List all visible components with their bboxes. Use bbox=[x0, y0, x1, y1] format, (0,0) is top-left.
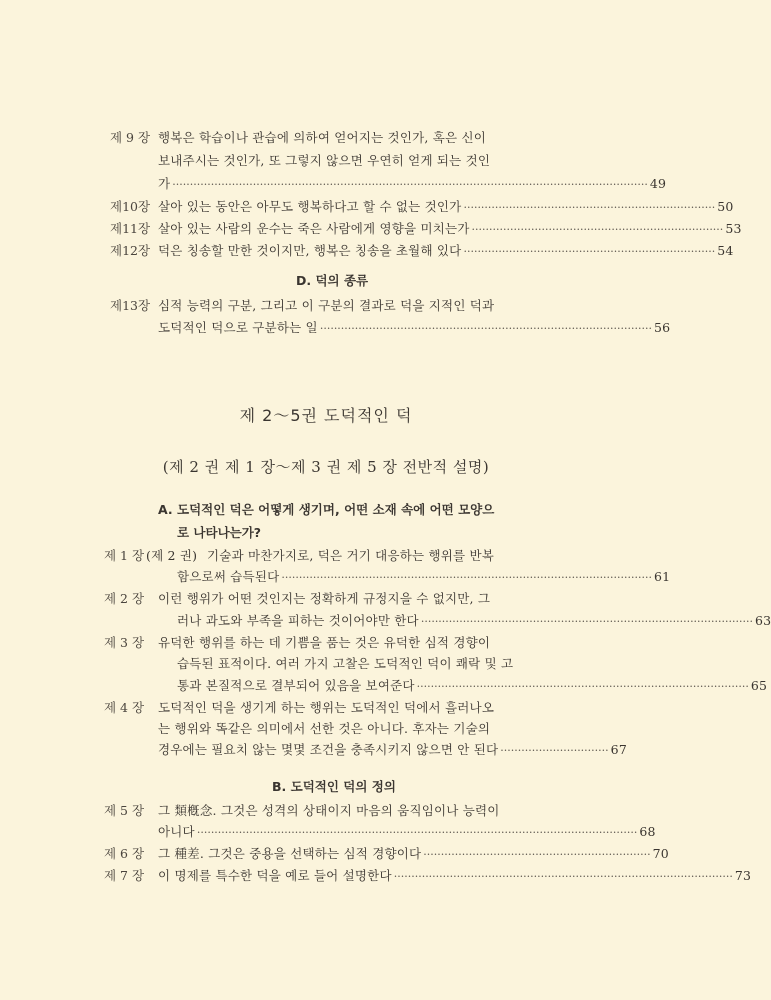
section-heading-continuation: 로 나타나는가? bbox=[177, 525, 262, 540]
chapter-title-line: 습득된 표적이다. 여러 가지 고찰은 도덕적인 덕이 쾌락 및 고 bbox=[177, 656, 514, 671]
chapter-title-line: 이런 행위가 어떤 것인지는 정확하게 규정지을 수 없지만, 그 bbox=[158, 591, 491, 606]
chapter-title-line: 살아 있는 사람의 운수는 죽은 사람에게 영향을 미치는가 bbox=[158, 221, 470, 236]
section-heading: A. 도덕적인 덕은 어떻게 생기며, 어떤 소재 속에 어떤 모양으 bbox=[158, 502, 495, 517]
chapter-title-line: 함으로써 습득된다 bbox=[177, 569, 280, 584]
leader-dots: ······························································································· bbox=[420, 615, 754, 628]
chapter-title-line: 보내주시는 것인가, 또 그렇지 않으면 우연히 얻게 되는 것인 bbox=[158, 153, 491, 168]
leader-dots: ······························································································································ bbox=[196, 826, 638, 839]
leader-dots: ································································································· bbox=[393, 870, 733, 883]
leader-dots: ········································································ bbox=[463, 245, 716, 258]
toc-entry-line bbox=[158, 318, 671, 336]
chapter-number: 제 6 장 bbox=[104, 846, 145, 861]
leader-dots: ······························· bbox=[500, 744, 609, 757]
page-number: 56 bbox=[654, 320, 671, 335]
chapter-title-line: 도덕적인 덕을 생기게 하는 행위는 도덕적인 덕에서 흘러나오 bbox=[158, 700, 495, 715]
chapter-title-line: 그 種差. 그것은 중용을 선택하는 심적 경향이다 bbox=[158, 846, 422, 861]
leader-dots: ································································· bbox=[423, 848, 651, 861]
chapter-number: 제12장 bbox=[110, 243, 151, 258]
page-number: 65 bbox=[750, 678, 768, 693]
chapter-title-line: 도덕적인 덕으로 구분하는 일 bbox=[158, 320, 318, 335]
chapter-number: 제10장 bbox=[110, 199, 151, 214]
page-number: 63 bbox=[755, 613, 771, 628]
chapter-number: 제 9 장 bbox=[110, 130, 151, 145]
leader-dots: ········································································ bbox=[471, 223, 724, 236]
page-number: 54 bbox=[717, 243, 734, 258]
toc-entry-line bbox=[177, 676, 768, 694]
section-heading: D. 덕의 종류 bbox=[296, 273, 369, 288]
chapter-title-line: 이 명제를 특수한 덕을 예로 들어 설명한다 bbox=[158, 868, 392, 883]
volume-subtitle: (제 2 권 제 1 장～제 3 권 제 5 장 전반적 설명) bbox=[162, 458, 490, 476]
toc-entry-line bbox=[158, 174, 667, 192]
page-number: 53 bbox=[725, 221, 742, 236]
chapter-title-line: 기술과 마찬가지로, 덕은 거기 대응하는 행위를 반복 bbox=[207, 548, 494, 563]
page-number: 50 bbox=[717, 199, 734, 214]
chapter-number: 제 3 장 bbox=[104, 635, 145, 650]
page-number: 68 bbox=[639, 824, 656, 839]
page-number: 67 bbox=[610, 742, 627, 757]
chapter-number: 제 4 장 bbox=[104, 700, 145, 715]
toc-entry-line bbox=[158, 844, 669, 862]
page-number: 73 bbox=[734, 868, 752, 883]
section-heading: B. 도덕적인 덕의 정의 bbox=[272, 779, 396, 794]
toc-entry-line bbox=[177, 567, 671, 585]
chapter-title-line: 아니다 bbox=[158, 824, 195, 839]
chapter-title-line: 는 행위와 똑같은 의미에서 선한 것은 아니다. 후자는 기술의 bbox=[158, 721, 491, 736]
chapter-title-line: 살아 있는 동안은 아무도 행복하다고 할 수 없는 것인가 bbox=[158, 199, 462, 214]
toc-entry-line bbox=[158, 197, 734, 215]
leader-dots: ······························································································· bbox=[416, 680, 749, 693]
toc-entry-line bbox=[177, 611, 771, 629]
chapter-title-line: 러나 과도와 부족을 피하는 것이어야만 한다 bbox=[177, 613, 419, 628]
toc-entry-line bbox=[158, 822, 656, 840]
toc-entry-line bbox=[158, 866, 752, 884]
chapter-number: 제11장 bbox=[110, 221, 151, 236]
volume-title: 제 2～5권 도덕적인 덕 bbox=[239, 406, 413, 425]
page-number: 70 bbox=[652, 846, 669, 861]
leader-dots: ········································································································································ bbox=[172, 178, 648, 191]
volume-prefix: (제 2 권) bbox=[146, 548, 198, 563]
toc-entry-line bbox=[158, 219, 742, 237]
chapter-title-line: 통과 본질적으로 결부되어 있음을 보여준다 bbox=[177, 678, 415, 693]
chapter-title-line: 심적 능력의 구분, 그리고 이 구분의 결과로 덕을 지적인 덕과 bbox=[158, 298, 495, 313]
leader-dots: ········································································ bbox=[463, 201, 716, 214]
chapter-number: 제 7 장 bbox=[104, 868, 145, 883]
toc-entry-line bbox=[158, 241, 734, 259]
chapter-number: 제 5 장 bbox=[104, 803, 145, 818]
chapter-title-line: 경우에는 필요치 않는 몇몇 조건을 충족시키지 않으면 안 된다 bbox=[158, 742, 499, 757]
chapter-title-line: 유덕한 행위를 하는 데 기쁨을 품는 것은 유덕한 심적 경향이 bbox=[158, 635, 491, 650]
chapter-number: 제13장 bbox=[110, 298, 151, 313]
chapter-title-line: 그 類槪念. 그것은 성격의 상태이지 마음의 움직임이나 능력이 bbox=[158, 803, 500, 818]
chapter-title-line: 행복은 학습이나 관습에 의하여 얻어지는 것인가, 혹은 신이 bbox=[158, 130, 486, 145]
chapter-number: 제 1 장 bbox=[104, 548, 145, 563]
chapter-number: 제 2 장 bbox=[104, 591, 145, 606]
toc-entry-line bbox=[158, 740, 627, 758]
leader-dots: ·········································································································· bbox=[281, 571, 653, 584]
chapter-title-line: 덕은 칭송할 만한 것이지만, 행복은 칭송을 초월해 있다 bbox=[158, 243, 462, 258]
chapter-title-line: 가 bbox=[158, 176, 171, 191]
page-number: 61 bbox=[654, 569, 671, 584]
leader-dots: ······························································································· bbox=[319, 322, 653, 335]
page-number: 49 bbox=[649, 176, 667, 191]
